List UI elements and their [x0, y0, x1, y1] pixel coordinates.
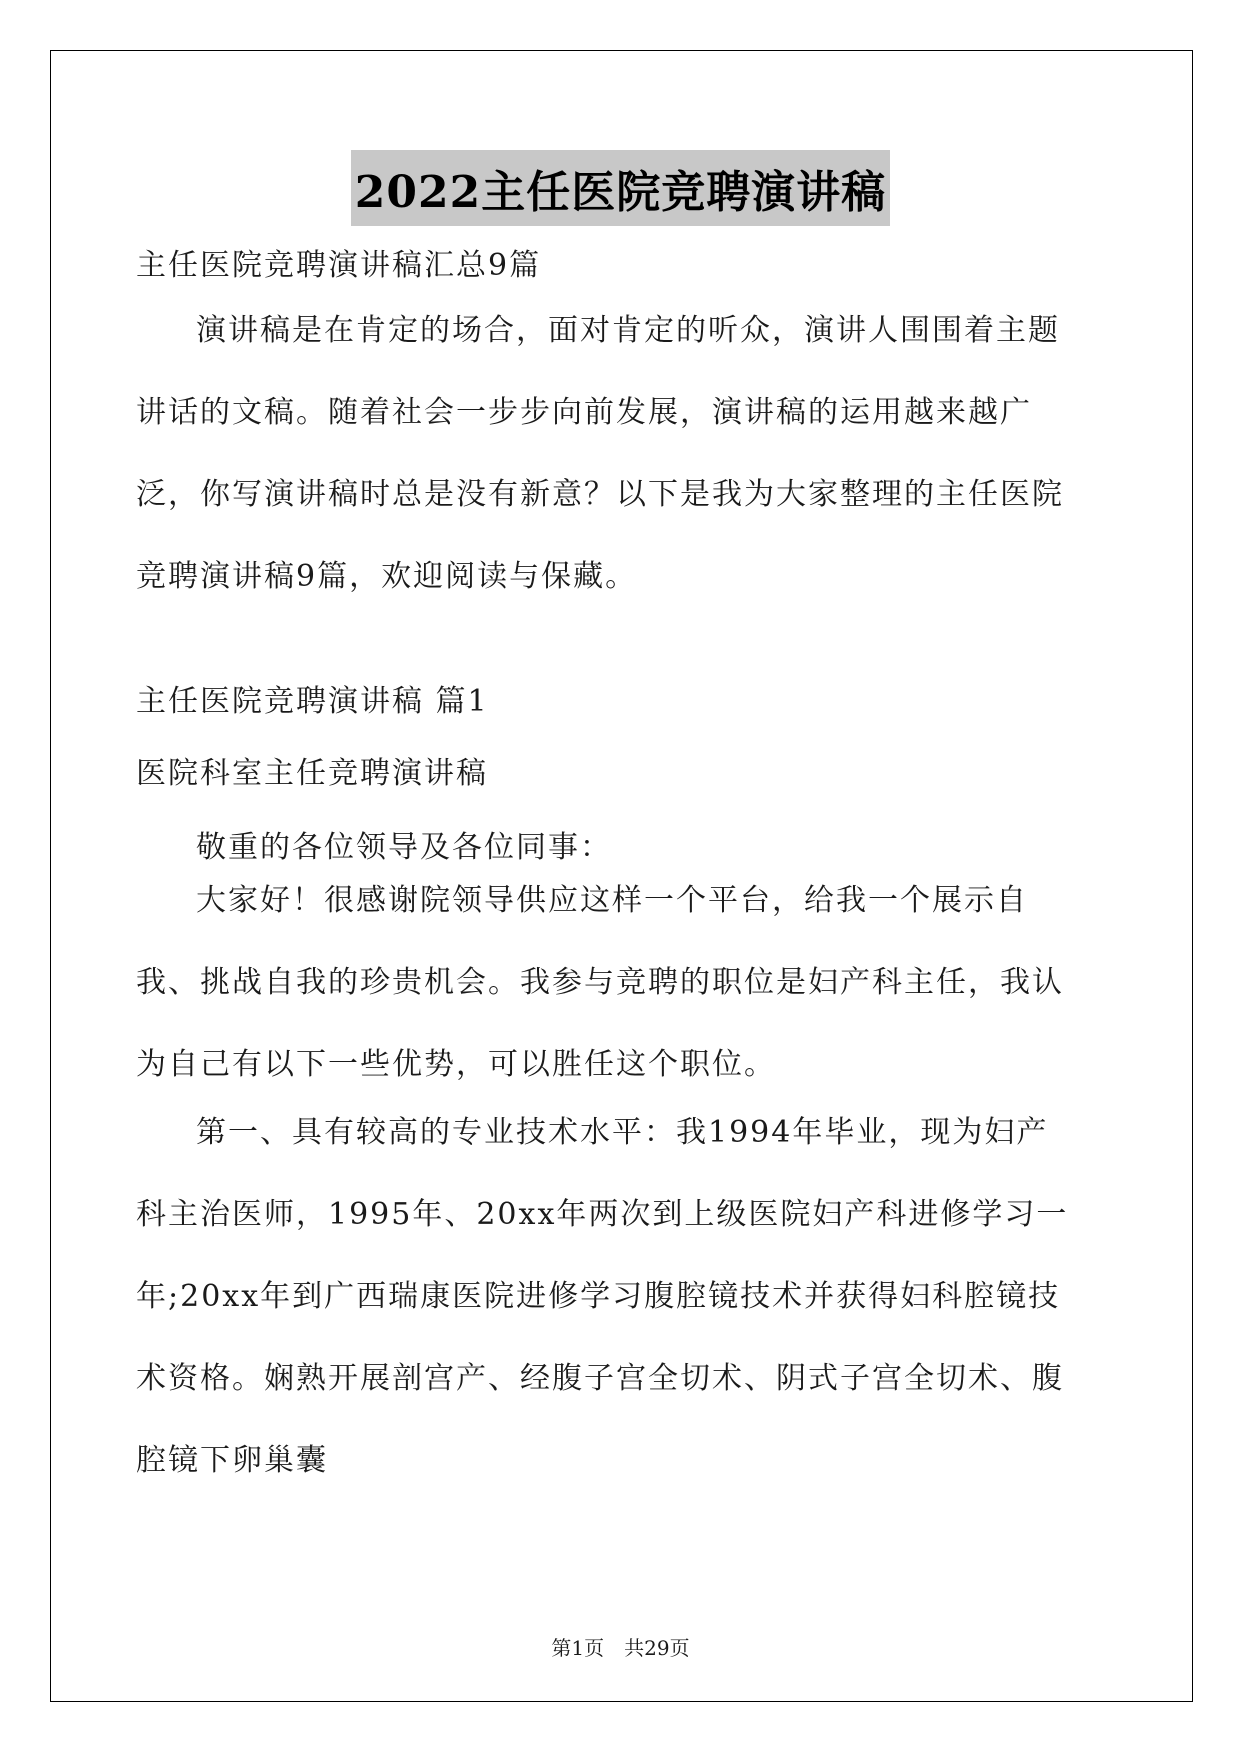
article-title: 医院科室主任竞聘演讲稿: [136, 756, 488, 791]
document-subtitle: 主任医院竞聘演讲稿汇总9篇: [136, 248, 542, 283]
paragraph-2: 第一、具有较高的专业技术水平：我1994年毕业，现为妇产科主治医师，1995年、20xx年两次到上级医院妇产科进修学习一年;20xx年到广西瑞康医院进修学习腹腔镜技术并获得妇科腔镜技术资格。娴熟开展剖宫产、经腹子宫全切术、阴式子宫全切术、腹腔镜下卵巢囊: [136, 1115, 1069, 1478]
intro-paragraph: 演讲稿是在肯定的场合，面对肯定的听众，演讲人围围着主题讲话的文稿。随着社会一步步向前发展，演讲稿的运用越来越广泛，你写演讲稿时总是没有新意？以下是我为大家整理的主任医院竞聘演讲稿9篇，欢迎阅读与保藏。: [136, 313, 1064, 594]
greeting: 敬重的各位领导及各位同事：: [196, 830, 612, 865]
paragraph-1: 大家好！很感谢院领导供应这样一个平台，给我一个展示自我、挑战自我的珍贵机会。我参与竞聘的职位是妇产科主任，我认为自己有以下一些优势，可以胜任这个职位。: [136, 883, 1064, 1082]
page-number-footer: 第1页 共29页: [551, 1636, 690, 1660]
title-container: [0, 150, 1241, 226]
document-title: 2022主任医院竞聘演讲稿: [351, 150, 890, 226]
section-heading: 主任医院竞聘演讲稿 篇1: [136, 684, 489, 719]
